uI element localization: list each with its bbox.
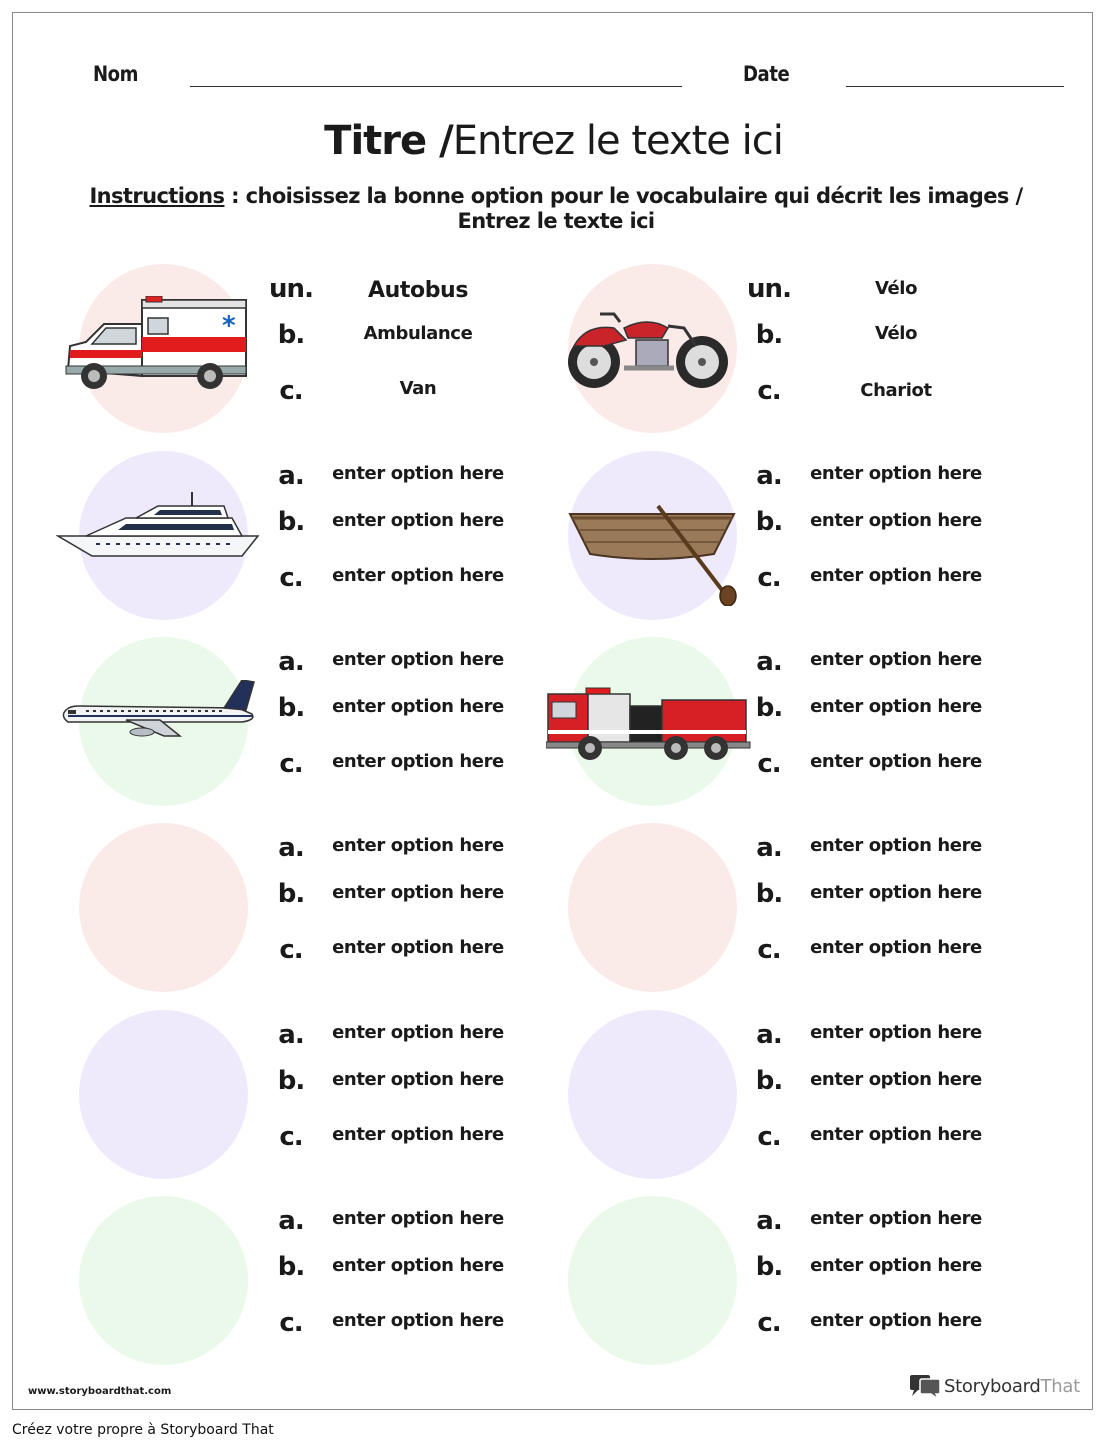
picture-circle xyxy=(568,1010,737,1179)
option-text[interactable]: enter option here xyxy=(332,463,504,484)
picture-circle xyxy=(79,823,248,992)
option-letter: b. xyxy=(277,693,305,723)
option-text[interactable]: enter option here xyxy=(810,463,982,484)
option-letter: b. xyxy=(755,693,783,723)
option-letter: a. xyxy=(756,1206,782,1236)
option-letter: c. xyxy=(279,1122,303,1152)
option-letter: b. xyxy=(277,320,305,350)
svg-text:*: * xyxy=(222,311,236,341)
motorcycle-image xyxy=(564,306,732,392)
page-title xyxy=(0,118,1107,164)
option-letter: c. xyxy=(279,935,303,965)
option-letter: un. xyxy=(747,274,791,304)
option-letter: c. xyxy=(757,376,781,406)
option-letter: c. xyxy=(757,935,781,965)
option-letter: b. xyxy=(755,879,783,909)
option-text[interactable]: enter option here xyxy=(810,1208,982,1229)
title-prefix: Titre / xyxy=(324,118,453,164)
rowboat-image xyxy=(568,504,738,606)
option-letter: un. xyxy=(269,274,313,304)
option-text[interactable]: Ambulance xyxy=(363,323,473,344)
option-text[interactable]: Vélo xyxy=(874,323,918,344)
picture-circle xyxy=(568,823,737,992)
ambulance-image xyxy=(64,296,249,392)
option-text[interactable]: enter option here xyxy=(332,1022,504,1043)
option-letter: c. xyxy=(757,563,781,593)
option-text[interactable]: enter option here xyxy=(810,1069,982,1090)
title-text: Entrez le texte ici xyxy=(452,118,783,164)
option-text[interactable]: enter option here xyxy=(332,649,504,670)
name-line[interactable] xyxy=(190,86,682,87)
logo-text-that: That xyxy=(1040,1376,1080,1397)
option-letter: c. xyxy=(279,1308,303,1338)
option-letter: c. xyxy=(757,749,781,779)
option-text[interactable]: enter option here xyxy=(810,1310,982,1331)
option-text[interactable]: Vélo xyxy=(874,278,918,299)
option-text[interactable]: enter option here xyxy=(810,510,982,531)
option-letter: c. xyxy=(279,376,303,406)
option-text[interactable]: enter option here xyxy=(810,1124,982,1145)
storyboard-that-logo[interactable] xyxy=(908,1374,1080,1400)
option-letter: b. xyxy=(755,507,783,537)
date-line[interactable] xyxy=(846,86,1064,87)
option-text[interactable]: enter option here xyxy=(332,1124,504,1145)
footer-url[interactable]: www.storyboardthat.com xyxy=(28,1386,172,1397)
option-text[interactable]: enter option here xyxy=(810,649,982,670)
logo-text xyxy=(944,1376,1080,1397)
option-text[interactable]: enter option here xyxy=(332,882,504,903)
option-text[interactable]: enter option here xyxy=(810,565,982,586)
option-text[interactable]: enter option here xyxy=(332,751,504,772)
option-text[interactable]: enter option here xyxy=(332,835,504,856)
option-text[interactable]: enter option here xyxy=(810,1255,982,1276)
option-text[interactable]: enter option here xyxy=(332,510,504,531)
option-text[interactable]: enter option here xyxy=(332,937,504,958)
option-text[interactable]: enter option here xyxy=(810,1022,982,1043)
picture-circle xyxy=(568,1196,737,1365)
picture-circle xyxy=(79,1010,248,1179)
option-letter: a. xyxy=(756,461,782,491)
option-letter: a. xyxy=(278,833,304,863)
option-text[interactable]: enter option here xyxy=(810,835,982,856)
option-letter: c. xyxy=(757,1308,781,1338)
yacht-image xyxy=(56,490,260,562)
option-letter: a. xyxy=(756,647,782,677)
credit-line[interactable]: Créez votre propre à Storyboard That xyxy=(12,1422,274,1438)
option-text[interactable]: enter option here xyxy=(810,751,982,772)
option-letter: c. xyxy=(279,563,303,593)
option-letter: a. xyxy=(278,1206,304,1236)
option-letter: b. xyxy=(755,320,783,350)
option-text[interactable]: Van xyxy=(399,378,437,399)
instructions-label: Instructions xyxy=(89,184,225,208)
airplane-image xyxy=(56,680,262,742)
option-letter: c. xyxy=(279,749,303,779)
option-text[interactable]: enter option here xyxy=(332,1255,504,1276)
option-letter: a. xyxy=(278,461,304,491)
option-text[interactable]: enter option here xyxy=(332,696,504,717)
option-text[interactable]: enter option here xyxy=(810,937,982,958)
speech-bubble-icon xyxy=(908,1374,942,1400)
option-letter: b. xyxy=(755,1066,783,1096)
option-letter: b. xyxy=(277,1066,305,1096)
option-letter: a. xyxy=(756,833,782,863)
option-text[interactable]: Autobus xyxy=(367,278,469,303)
option-text[interactable]: enter option here xyxy=(810,882,982,903)
logo-text-storyboard: Storyboard xyxy=(944,1376,1041,1397)
option-letter: b. xyxy=(277,507,305,537)
option-text[interactable]: enter option here xyxy=(332,1208,504,1229)
option-letter: a. xyxy=(756,1020,782,1050)
option-text[interactable]: enter option here xyxy=(810,696,982,717)
option-letter: c. xyxy=(757,1122,781,1152)
option-letter: b. xyxy=(277,879,305,909)
option-text[interactable]: enter option here xyxy=(332,1069,504,1090)
option-letter: b. xyxy=(277,1252,305,1282)
fire-truck-image xyxy=(546,686,752,762)
name-label: Nom xyxy=(93,62,139,86)
option-letter: a. xyxy=(278,1020,304,1050)
instructions xyxy=(60,184,1052,234)
option-text[interactable]: enter option here xyxy=(332,565,504,586)
instructions-text: : choisissez la bonne option pour le vocabulaire qui décrit les images / Entrez le texte ici xyxy=(224,184,1023,233)
option-text[interactable]: enter option here xyxy=(332,1310,504,1331)
option-letter: a. xyxy=(278,647,304,677)
date-label: Date xyxy=(743,62,790,86)
picture-circle xyxy=(79,1196,248,1365)
option-text[interactable]: Chariot xyxy=(860,380,932,401)
option-letter: b. xyxy=(755,1252,783,1282)
